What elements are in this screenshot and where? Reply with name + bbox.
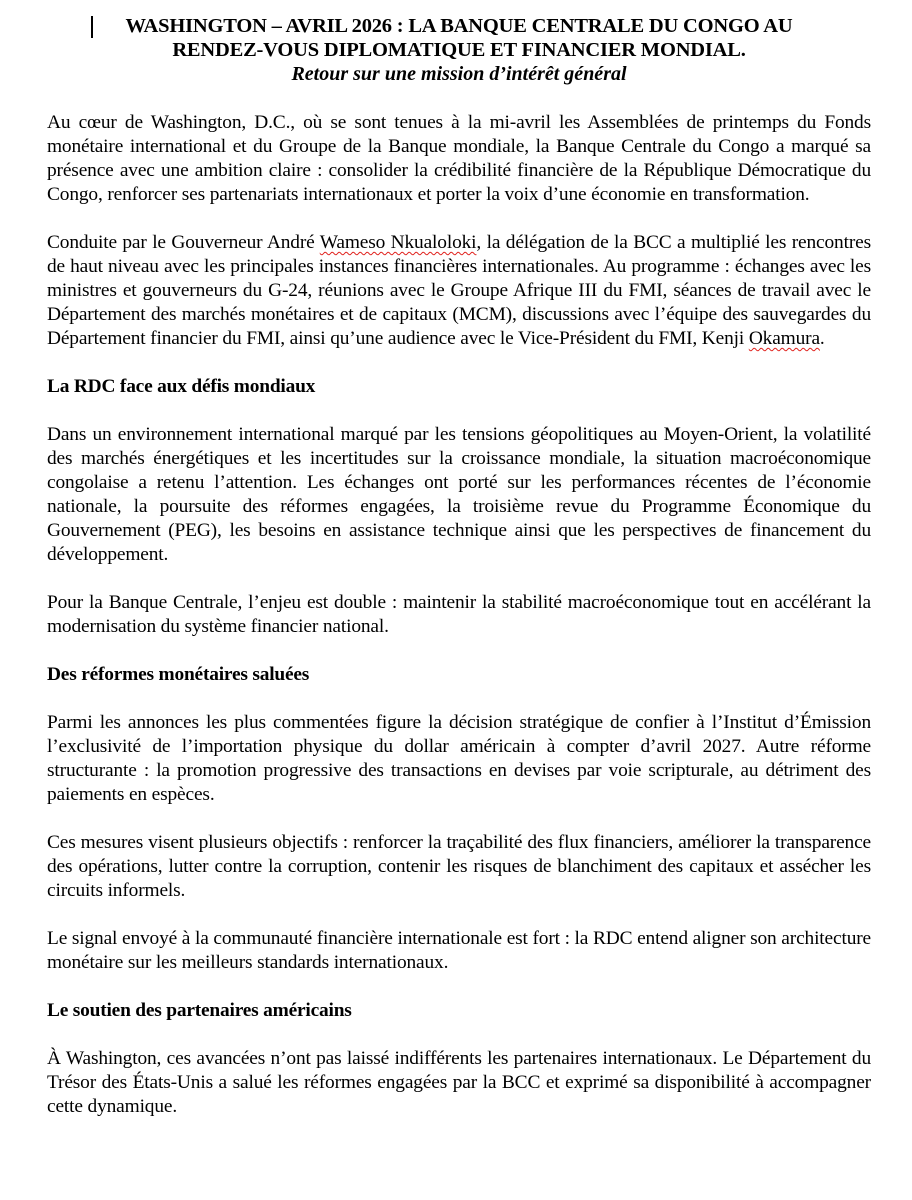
text-cursor: [91, 16, 93, 38]
title-line-1[interactable]: WASHINGTON – AVRIL 2026 : LA BANQUE CENTRALE DU CONGO AU: [125, 15, 793, 37]
document-page[interactable]: [47, 14, 871, 1119]
section-2-paragraph-3[interactable]: Le signal envoyé à la communauté financière internationale est fort : la RDC entend aligner son architecture monétaire sur les meilleurs standards internationaux.: [47, 928, 871, 973]
section-heading-us-partners[interactable]: Le soutien des partenaires américains: [47, 1000, 352, 1021]
section-2-paragraph-2[interactable]: Ces mesures visent plusieurs objectifs : renforcer la traçabilité des flux financiers, améliorer la transparence des opérations, lutter contre la corruption, contenir les risques de blanchiment des capitaux et assécher les circuits informels.: [47, 832, 871, 901]
governor-name-misspelled[interactable]: Wameso Nkualoloki: [319, 232, 477, 253]
vp-name-misspelled[interactable]: Okamura: [748, 328, 820, 349]
delegation-text-2: , la délégation de la BCC a multiplié les rencontres de haut niveau avec les principales instances financières internationales. Au programme : échanges avec les ministres et gouverneurs du G-24, réunions avec le Groupe Afrique III du FMI, séances de travail avec le Département des marchés monétaires et de capitaux (MCM), discussions avec l’équipe des sauvegardes du Département financier du FMI, ainsi qu’une audience avec le Vice-Président du FMI, Kenji: [47, 232, 872, 349]
title-line-2[interactable]: RENDEZ-VOUS DIPLOMATIQUE ET FINANCIER MONDIAL.: [172, 39, 746, 61]
section-1-paragraph-1[interactable]: Dans un environnement international marqué par les tensions géopolitiques au Moyen-Orient, la volatilité des marchés énergétiques et les incertitudes sur la croissance mondiale, la situation macroéconomique congolaise a retenu l’attention. Les échanges ont porté sur les performances récentes de l’économie nationale, la poursuite des réformes engagées, la troisième revue du Programme Économique du Gouvernement (PEG), les besoins en assistance technique ainsi que les perspectives de financement du développement.: [47, 424, 871, 565]
delegation-text-3: .: [819, 328, 825, 349]
title-block: [47, 14, 871, 87]
section-heading-monetary-reforms[interactable]: Des réformes monétaires saluées: [47, 664, 310, 685]
section-3-paragraph-1[interactable]: À Washington, ces avancées n’ont pas laissé indifférents les partenaires internationaux. Le Département du Trésor des États-Unis a salué les réformes engagées par la BCC et exprimé sa disponibilité à accompagner cette dynamique.: [47, 1048, 871, 1117]
section-2-paragraph-1[interactable]: Parmi les annonces les plus commentées figure la décision stratégique de confier à l’Institut d’Émission l’exclusivité de l’importation physique du dollar américain à compter d’avril 2027. Autre réforme structurante : la promotion progressive des transactions en devises par voie scripturale, au détriment des paiements en espèces.: [47, 712, 871, 805]
delegation-paragraph[interactable]: [47, 231, 871, 351]
section-heading-rdc-challenges[interactable]: La RDC face aux défis mondiaux: [47, 376, 316, 397]
subtitle[interactable]: Retour sur une mission d’intérêt général: [291, 63, 627, 85]
section-1-paragraph-2[interactable]: Pour la Banque Centrale, l’enjeu est double : maintenir la stabilité macroéconomique tout en accélérant la modernisation du système financier national.: [47, 592, 871, 637]
delegation-text-1: Conduite par le Gouverneur André: [47, 232, 320, 253]
intro-paragraph[interactable]: Au cœur de Washington, D.C., où se sont tenues à la mi-avril les Assemblées de printemps du Fonds monétaire international et du Groupe de la Banque mondiale, la Banque Centrale du Congo a marqué sa présence avec une ambition claire : consolider la crédibilité financière de la République Démocratique du Congo, renforcer ses partenariats internationaux et porter la voix d’une économie en transformation.: [47, 112, 871, 205]
